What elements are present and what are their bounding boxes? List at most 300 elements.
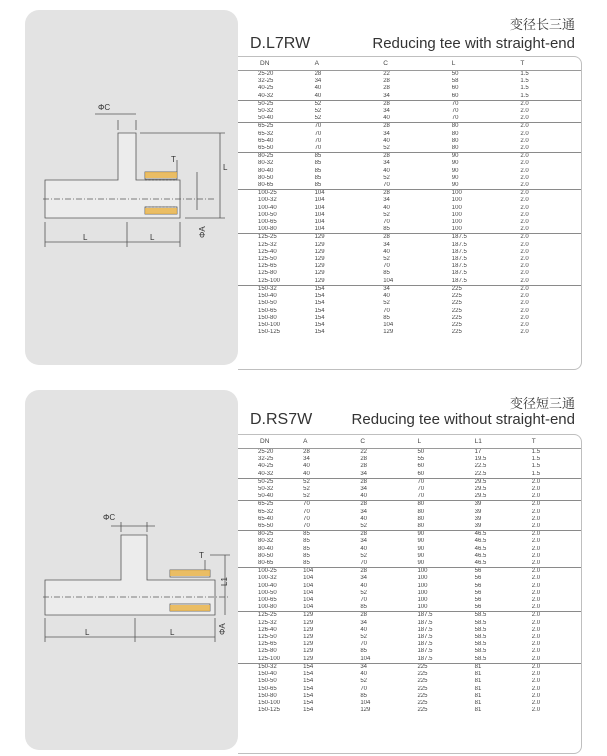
table-cell: 2.0 <box>520 241 529 248</box>
table-row <box>238 663 581 671</box>
table-cell: 80 <box>417 523 425 530</box>
table-cell: 56 <box>474 575 482 582</box>
table-cell: 65-32 <box>258 508 274 515</box>
table-row <box>238 553 581 560</box>
table-cell: 100 <box>417 589 428 596</box>
table-cell: 60 <box>451 92 459 99</box>
table-cell: 40 <box>360 626 367 633</box>
table-cell: 100 <box>451 226 462 233</box>
table-cell: 80-50 <box>258 174 274 181</box>
label-t: T <box>199 551 204 560</box>
table-cell: 85 <box>383 314 390 321</box>
table-cell: 65-25 <box>238 123 307 131</box>
title-en: Reducing tee without straight-end <box>351 411 575 428</box>
table-cell: 52 <box>314 108 322 115</box>
table-cell: 28 <box>352 501 409 509</box>
label-phi-c: ΦC <box>98 103 111 112</box>
table-cell: 80-65 <box>258 182 274 189</box>
table-cell: 2.0 <box>524 501 581 509</box>
table-cell: 81 <box>474 678 482 685</box>
table-cell: 2.0 <box>512 285 581 293</box>
table-cell: 46.5 <box>474 538 487 545</box>
table-cell: 80 <box>444 123 513 131</box>
table-cell: 104 <box>360 699 371 706</box>
table-cell: 50-25 <box>238 478 295 486</box>
table-cell: 29.5 <box>474 493 487 500</box>
table-row <box>238 509 581 516</box>
table-cell: 46.5 <box>467 531 524 539</box>
table-cell: 85 <box>303 538 310 545</box>
table-cell: 32-25 <box>258 456 274 463</box>
column-header: A <box>307 57 376 71</box>
table-cell: 2.0 <box>520 300 529 307</box>
table-cell: 129 <box>303 648 314 655</box>
table-cell: 80 <box>451 145 459 152</box>
table-cell: 85 <box>303 552 310 559</box>
table-cell: 70 <box>314 145 322 152</box>
table-cell: 70 <box>360 641 367 648</box>
label-phi-c: ΦC <box>103 513 116 522</box>
table-cell: 100-32 <box>258 197 277 204</box>
title-cn: 变径短三通 <box>509 397 575 412</box>
table-row <box>238 641 581 648</box>
table-cell: 55 <box>417 456 425 463</box>
table-row <box>238 671 581 678</box>
table-cell: 225 <box>417 678 428 685</box>
table-cell: 150-125 <box>258 707 281 714</box>
table-cell: 100 <box>451 204 462 211</box>
table-cell: 2.0 <box>520 314 529 321</box>
table-cell: 80-50 <box>258 552 274 559</box>
table-row <box>238 270 581 277</box>
table-cell: 154 <box>303 671 314 678</box>
table-cell: 154 <box>295 663 352 671</box>
table-cell: 50-40 <box>258 115 274 122</box>
table-cell: 2.0 <box>531 575 541 582</box>
table-cell: 85 <box>303 560 310 567</box>
column-header: L <box>409 435 466 449</box>
table-row <box>238 648 581 655</box>
table-cell: 125-40 <box>258 248 277 255</box>
table-cell: 85 <box>314 174 322 181</box>
table-row <box>238 620 581 627</box>
label-t: T <box>171 155 176 164</box>
table-cell: 28 <box>383 78 390 85</box>
table-row <box>238 456 581 463</box>
table-cell: 46.5 <box>474 552 487 559</box>
table-cell: 100-32 <box>258 575 277 582</box>
table-cell: 104 <box>360 655 371 662</box>
title-cn: 变径长三通 <box>509 18 575 33</box>
table-cell: 2.0 <box>520 204 529 211</box>
table-row <box>238 145 581 153</box>
table-cell: 56 <box>474 582 482 589</box>
table-cell: 154 <box>303 685 314 692</box>
column-header: L <box>444 57 513 71</box>
table-cell: 56 <box>474 604 482 611</box>
table-cell: 2.0 <box>520 307 529 314</box>
table-cell: 2.0 <box>520 277 529 284</box>
table-cell: 28 <box>352 478 409 486</box>
table-cell: 70 <box>360 560 367 567</box>
table-cell: 1.5 <box>531 463 541 470</box>
table-cell: 2.0 <box>512 153 581 161</box>
table-cell: 28 <box>295 449 352 457</box>
table-cell: 52 <box>383 145 390 152</box>
table-cell: 40 <box>314 85 322 92</box>
table-cell: 2.0 <box>520 115 529 122</box>
table-cell: 90 <box>451 182 459 189</box>
table-cell: 100 <box>444 190 513 198</box>
spec-table <box>238 434 582 754</box>
table-cell: 90 <box>417 552 425 559</box>
table-cell: 125-100 <box>258 277 281 284</box>
tee-drawing <box>25 10 238 365</box>
table-cell: 150-32 <box>238 285 307 293</box>
table-cell: 129 <box>360 707 371 714</box>
table-cell: 150-125 <box>258 329 281 336</box>
table-cell: 2.0 <box>531 597 541 604</box>
table-row <box>238 700 581 707</box>
table-cell: 2.0 <box>520 182 529 189</box>
table-cell: 187.5 <box>451 277 467 284</box>
table-cell: 22 <box>375 71 444 79</box>
table-row <box>238 153 581 161</box>
table-cell: 129 <box>314 241 325 248</box>
table-cell: 50 <box>444 71 513 79</box>
table-cell: 81 <box>474 685 482 692</box>
table-cell: 80-32 <box>258 160 274 167</box>
table-cell: 60 <box>417 470 425 477</box>
label-phi-a: ΦA <box>198 226 207 238</box>
table-row <box>238 531 581 539</box>
table-cell: 52 <box>303 486 310 493</box>
table-cell: 25-20 <box>238 449 295 457</box>
table-cell: 80 <box>451 130 459 137</box>
label-l-right: L <box>150 233 155 242</box>
table-cell: 81 <box>474 671 482 678</box>
table-cell: 129 <box>383 329 394 336</box>
table-cell: 40 <box>383 204 390 211</box>
column-header: DN <box>238 57 307 71</box>
table-row <box>238 329 581 336</box>
table-cell: 154 <box>303 699 314 706</box>
table-cell: 104 <box>314 211 325 218</box>
table-cell: 150-50 <box>258 300 277 307</box>
table-cell: 187.5 <box>417 626 433 633</box>
table-row <box>238 100 581 108</box>
table-cell: 129 <box>314 248 325 255</box>
table-cell: 187.5 <box>417 619 433 626</box>
table-cell: 2.0 <box>531 545 541 552</box>
table-cell: 40 <box>383 248 390 255</box>
table-cell: 22.5 <box>474 463 487 470</box>
table-cell: 104 <box>303 597 314 604</box>
table-row <box>238 693 581 700</box>
table-cell: 2.0 <box>520 211 529 218</box>
table-cell: 225 <box>417 671 428 678</box>
table-cell: 129 <box>307 234 376 242</box>
table-cell: 52 <box>383 300 390 307</box>
table-cell: 1.5 <box>531 456 541 463</box>
table-cell: 125-100 <box>258 655 281 662</box>
table-cell: 40 <box>303 463 310 470</box>
table-cell: 52 <box>360 589 367 596</box>
table-cell: 2.0 <box>520 226 529 233</box>
table-cell: 2.0 <box>524 612 581 620</box>
product-code: D.L7RW <box>250 35 311 52</box>
table-cell: 2.0 <box>531 552 541 559</box>
table-row <box>238 197 581 204</box>
table-row <box>238 226 581 234</box>
table-cell: 80-65 <box>258 560 274 567</box>
table-row <box>238 493 581 501</box>
table-cell: 150-65 <box>258 685 277 692</box>
table-cell: 40 <box>383 167 390 174</box>
table-row <box>238 604 581 612</box>
label-l-right: L <box>170 628 175 637</box>
table-cell: 81 <box>467 663 524 671</box>
table-cell: 225 <box>451 314 462 321</box>
table-cell: 52 <box>314 115 322 122</box>
table-cell: 150-40 <box>258 293 277 300</box>
table-cell: 70 <box>383 263 390 270</box>
table-cell: 129 <box>303 655 314 662</box>
table-cell: 25-20 <box>238 71 307 79</box>
table-cell: 52 <box>360 634 367 641</box>
table-cell: 80 <box>417 508 425 515</box>
column-header: L1 <box>467 435 524 449</box>
table-row <box>238 85 581 92</box>
table-cell: 19.5 <box>474 456 487 463</box>
table-cell: 70 <box>383 182 390 189</box>
table-cell: 40 <box>383 115 390 122</box>
table-cell: 154 <box>314 314 325 321</box>
table-cell: 154 <box>303 678 314 685</box>
table-row <box>238 190 581 198</box>
table-cell: 28 <box>375 123 444 131</box>
table-cell: 81 <box>474 692 482 699</box>
table-cell: 187.5 <box>451 263 467 270</box>
table-cell: 34 <box>360 619 367 626</box>
table-cell: 100-50 <box>258 589 277 596</box>
table-row <box>238 463 581 470</box>
table-row <box>238 278 581 286</box>
table-cell: 2.0 <box>531 641 541 648</box>
table-cell: 90 <box>451 160 459 167</box>
table-cell: 125-32 <box>258 619 277 626</box>
table-cell: 90 <box>417 560 425 567</box>
table-cell: 100-25 <box>238 568 295 576</box>
table-cell: 34 <box>383 241 390 248</box>
section-short-tee <box>0 380 607 756</box>
table-cell: 100-25 <box>238 190 307 198</box>
table-cell: 187.5 <box>417 641 433 648</box>
table-cell: 58.5 <box>474 648 487 655</box>
table-cell: 50-32 <box>258 108 274 115</box>
table-cell: 187.5 <box>451 248 467 255</box>
table-cell: 2.0 <box>531 589 541 596</box>
table-cell: 52 <box>383 211 390 218</box>
table-row <box>238 138 581 145</box>
table-cell: 2.0 <box>531 582 541 589</box>
table-cell: 2.0 <box>531 560 541 567</box>
table-cell: 125-25 <box>238 612 295 620</box>
table-cell: 70 <box>383 219 390 226</box>
table-cell: 100 <box>451 197 462 204</box>
table-cell: 154 <box>314 307 325 314</box>
table-cell: 225 <box>417 692 428 699</box>
table-cell: 70 <box>314 137 322 144</box>
table-cell: 85 <box>314 167 322 174</box>
table-cell: 150-100 <box>258 321 281 328</box>
table-cell: 100 <box>417 597 428 604</box>
label-l-left: L <box>83 233 88 242</box>
table-cell: 2.0 <box>531 648 541 655</box>
table-cell: 225 <box>451 293 462 300</box>
table-cell: 2.0 <box>520 137 529 144</box>
table-cell: 104 <box>314 226 325 233</box>
table-cell: 39 <box>474 515 482 522</box>
table-cell: 2.0 <box>520 248 529 255</box>
table-cell: 70 <box>307 123 376 131</box>
table-cell: 100-50 <box>258 211 277 218</box>
label-l1: L1 <box>220 577 229 586</box>
table-cell: 34 <box>360 508 367 515</box>
table-cell: 150-80 <box>258 692 277 699</box>
table-cell: 100-80 <box>258 604 277 611</box>
table-cell: 104 <box>314 197 325 204</box>
table-cell: 154 <box>303 692 314 699</box>
table-cell: 70 <box>417 486 425 493</box>
table-row <box>238 516 581 523</box>
table-cell: 187.5 <box>417 655 433 662</box>
table-cell: 2.0 <box>531 538 541 545</box>
table-cell: 2.0 <box>520 130 529 137</box>
table-cell: 1.5 <box>524 449 581 457</box>
table-cell: 40 <box>314 92 322 99</box>
table-cell: 52 <box>303 493 310 500</box>
label-phi-a: ΦA <box>218 623 227 635</box>
table-row <box>238 478 581 486</box>
table-cell: 34 <box>383 160 390 167</box>
table-cell: 90 <box>451 174 459 181</box>
table-cell: 50-25 <box>238 100 307 108</box>
table-cell: 104 <box>383 277 394 284</box>
table-cell: 100 <box>409 568 466 576</box>
table-row <box>238 256 581 263</box>
table-row <box>238 501 581 509</box>
table-cell: 70 <box>417 493 425 500</box>
table-cell: 2.0 <box>531 493 541 500</box>
table-cell: 80-40 <box>258 545 274 552</box>
table-cell: 85 <box>383 226 390 233</box>
table-cell: 126-40 <box>258 626 277 633</box>
table-cell: 90 <box>417 545 425 552</box>
table-cell: 52 <box>383 174 390 181</box>
table-row <box>238 707 581 714</box>
table-cell: 225 <box>451 300 462 307</box>
table-cell: 129 <box>314 270 325 277</box>
table-cell: 125-50 <box>258 634 277 641</box>
table-cell: 70 <box>360 597 367 604</box>
table-cell: 56 <box>474 589 482 596</box>
table-cell: 2.0 <box>520 145 529 152</box>
table-row <box>238 315 581 322</box>
table-cell: 90 <box>409 531 466 539</box>
table-row <box>238 322 581 329</box>
table-cell: 2.0 <box>520 167 529 174</box>
table-cell: 34 <box>360 538 367 545</box>
table-cell: 1.5 <box>512 71 581 79</box>
table-cell: 2.0 <box>520 270 529 277</box>
table-cell: 80-40 <box>258 167 274 174</box>
label-l-left: L <box>85 628 90 637</box>
table-cell: 58.5 <box>474 655 487 662</box>
table-cell: 2.0 <box>512 100 581 108</box>
table-cell: 2.0 <box>520 197 529 204</box>
table-cell: 225 <box>409 663 466 671</box>
table-cell: 34 <box>383 108 390 115</box>
table-cell: 58.5 <box>474 619 487 626</box>
table-cell: 1.5 <box>520 85 529 92</box>
table-row <box>238 115 581 123</box>
table-cell: 2.0 <box>531 699 541 706</box>
table-cell: 28 <box>375 100 444 108</box>
table-cell: 100-40 <box>258 582 277 589</box>
table-cell: 2.0 <box>520 321 529 328</box>
table-cell: 154 <box>314 293 325 300</box>
table-cell: 100-65 <box>258 597 277 604</box>
table-row <box>238 249 581 256</box>
table-cell: 104 <box>383 321 394 328</box>
column-header: C <box>375 57 444 71</box>
table-row <box>238 93 581 101</box>
table-cell: 225 <box>451 321 462 328</box>
table-cell: 187.5 <box>417 648 433 655</box>
table-cell: 85 <box>303 545 310 552</box>
table-cell: 70 <box>383 307 390 314</box>
table-cell: 2.0 <box>524 663 581 671</box>
table-cell: 70 <box>314 130 322 137</box>
table-cell: 2.0 <box>531 523 541 530</box>
table-cell: 80 <box>409 501 466 509</box>
table-cell: 187.5 <box>409 612 466 620</box>
table-row <box>238 234 581 242</box>
table-cell: 40-25 <box>258 463 274 470</box>
table-cell: 2.0 <box>512 123 581 131</box>
spec-table <box>238 56 582 370</box>
table-cell: 129 <box>303 619 314 626</box>
table-cell: 2.0 <box>520 329 529 336</box>
table-cell: 100-40 <box>258 204 277 211</box>
table-cell: 187.5 <box>451 270 467 277</box>
table-cell: 28 <box>375 234 444 242</box>
table-cell: 2.0 <box>520 256 529 263</box>
table-cell: 28 <box>383 85 390 92</box>
table-cell: 70 <box>303 508 310 515</box>
table-row <box>238 219 581 226</box>
table-cell: 56 <box>474 597 482 604</box>
table-cell: 46.5 <box>474 560 487 567</box>
table-cell: 100 <box>417 604 428 611</box>
table-cell: 56 <box>467 568 524 576</box>
table-cell: 129 <box>303 626 314 633</box>
table-cell: 52 <box>360 552 367 559</box>
table-cell: 80-25 <box>238 531 295 539</box>
drawing-panel <box>25 10 238 365</box>
table-cell: 100 <box>451 211 462 218</box>
